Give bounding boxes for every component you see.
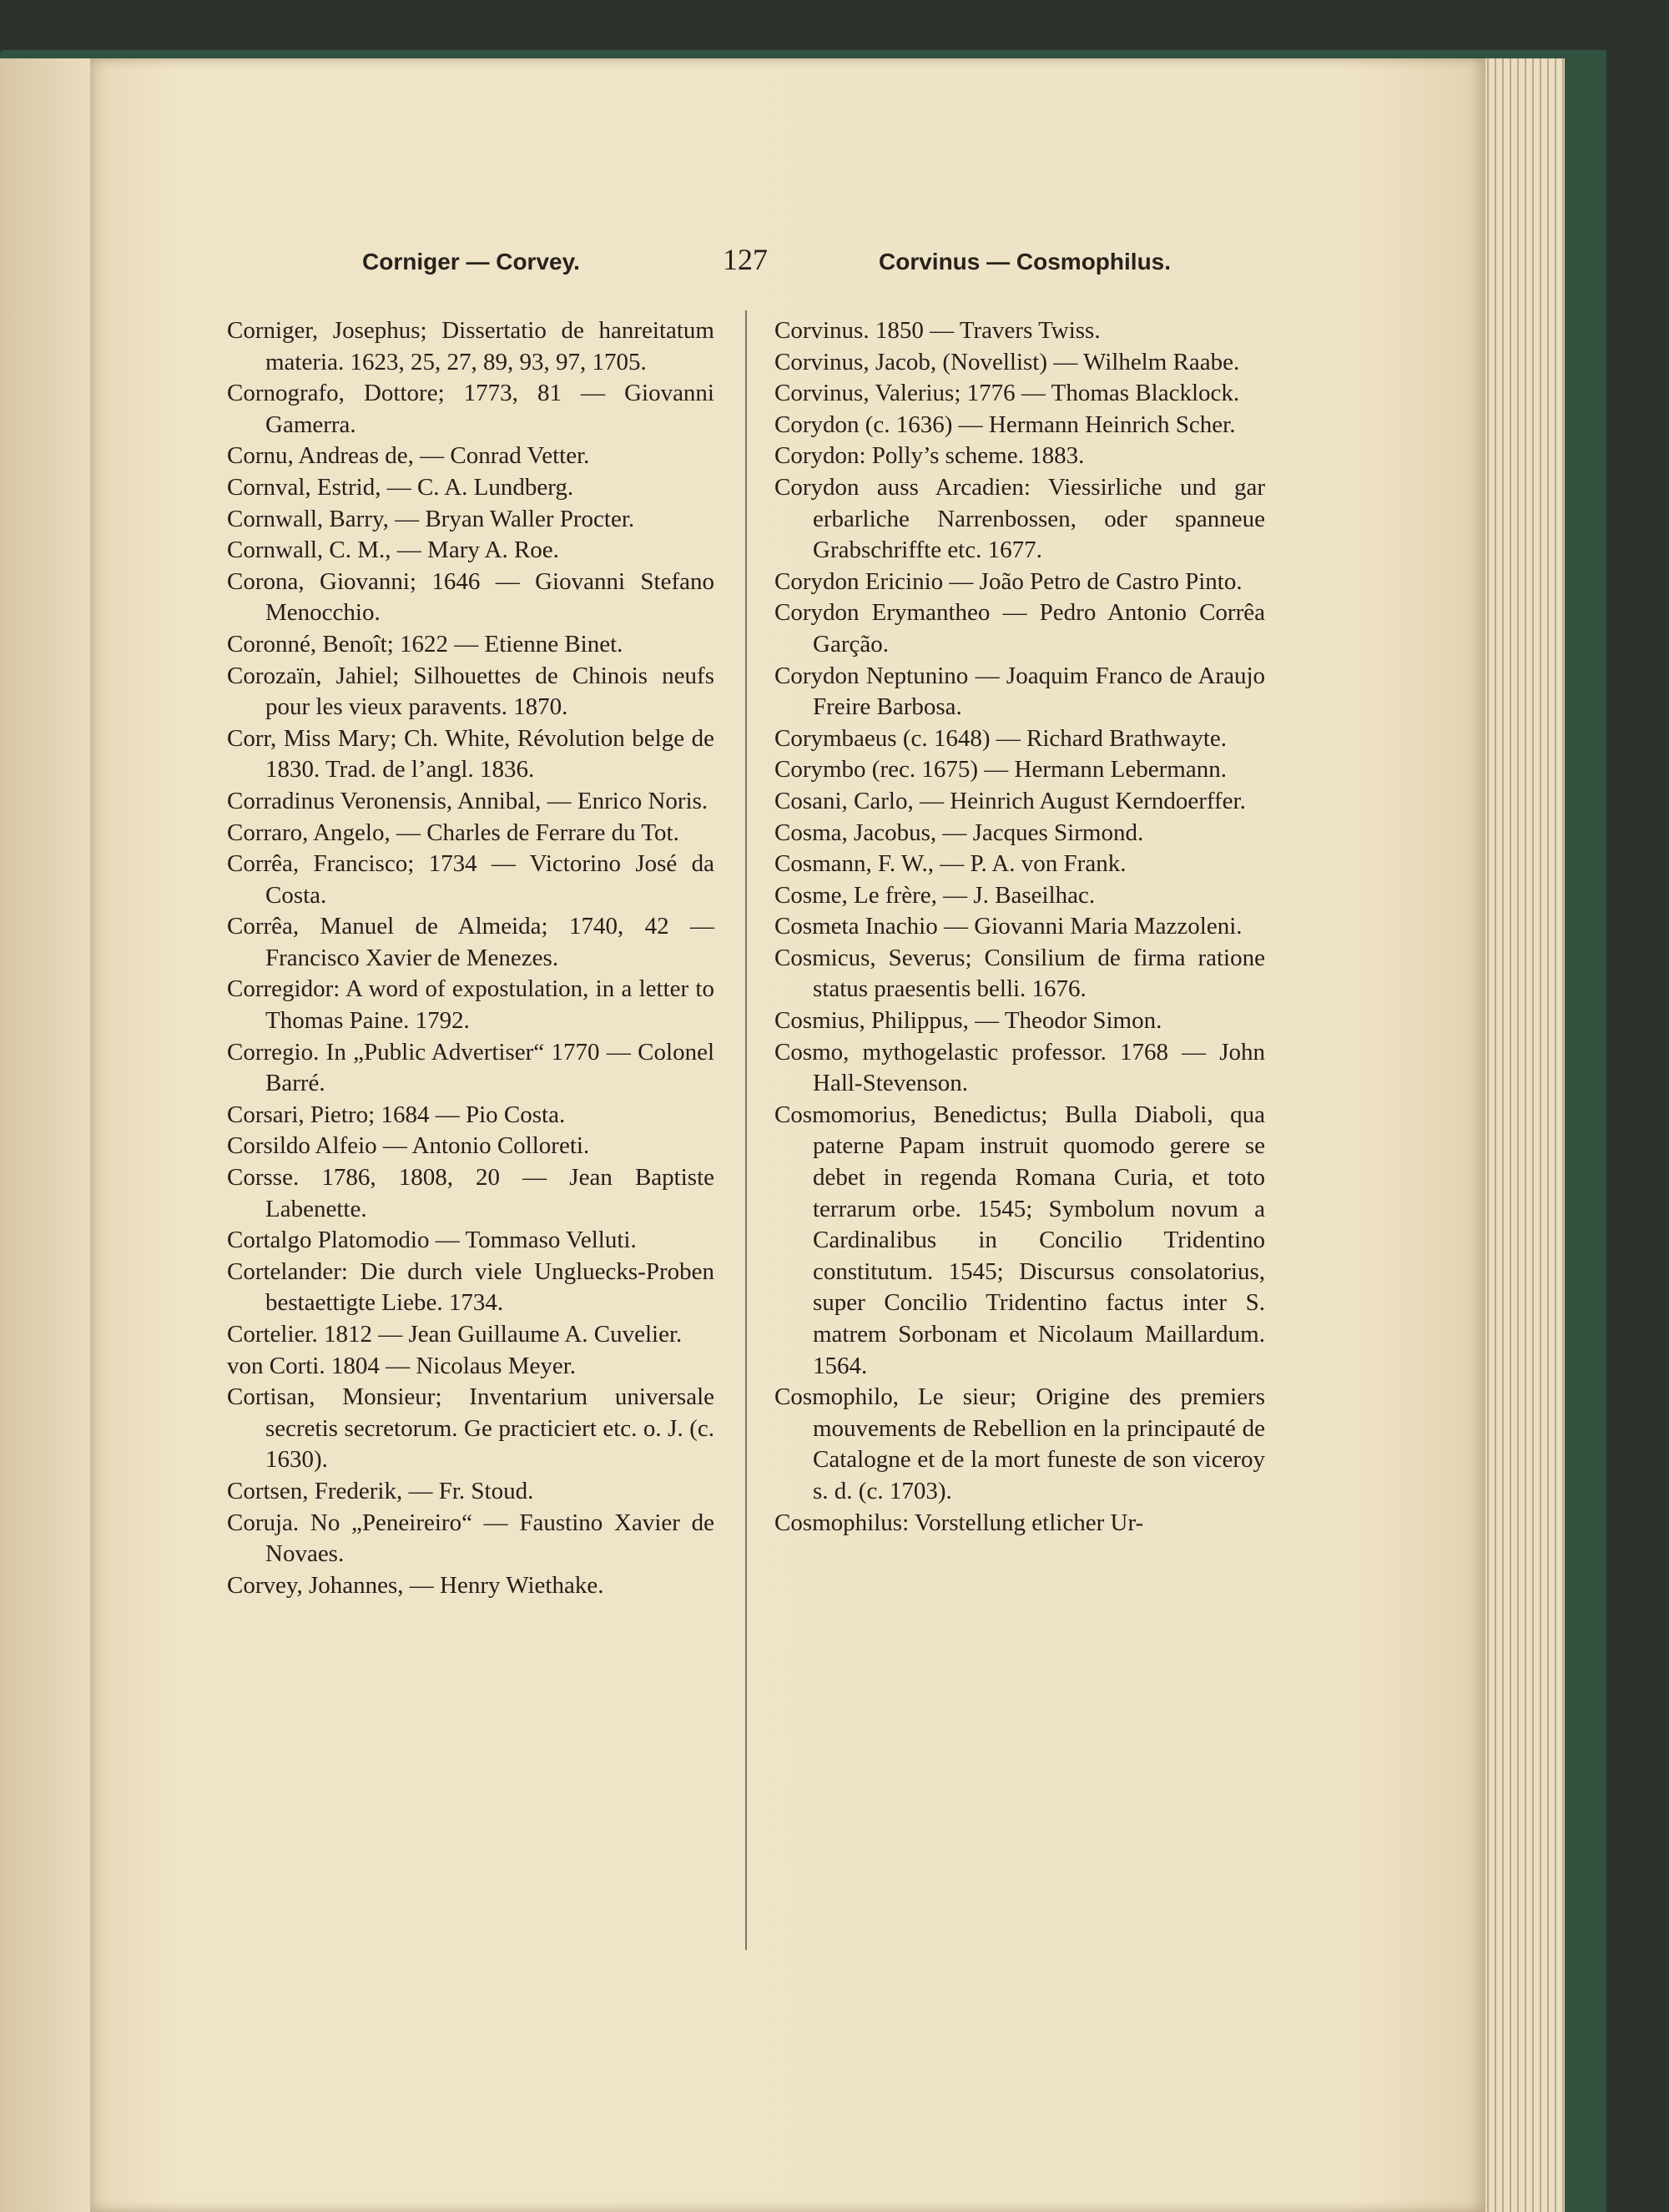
entry: Corniger, Josephus; Dissertatio de hanreitatum materia. 1623, 25, 27, 89, 93, 97, 1705. bbox=[227, 317, 714, 375]
entry: Corregio. In „Public Advertiser“ 1770 — Colonel Barré. bbox=[227, 1038, 714, 1097]
entry: Cosme, Le frère, — J. Baseilhac. bbox=[774, 881, 1096, 909]
entry: Corraro, Angelo, — Charles de Ferrare du Tot. bbox=[227, 819, 679, 846]
entry: Corydon Erymantheo — Pedro Antonio Corrêa Garção. bbox=[774, 599, 1265, 658]
entry: Corydon auss Arcadien: Viessirliche und gar erbarliche Narrenbossen, oder spanneue Grabschriffte etc. 1677. bbox=[774, 473, 1265, 564]
entry: Corvey, Johannes, — Henry Wiethake. bbox=[227, 1571, 604, 1599]
entry: Coruja. No „Peneireiro“ — Faustino Xavier de Novaes. bbox=[227, 1509, 714, 1568]
entry: Cortisan, Monsieur; Inventarium universale secretis secretorum. Ge practiciert etc. o. J. (c. 1630). bbox=[227, 1383, 714, 1474]
entry: Corvinus. 1850 — Travers Twiss. bbox=[774, 317, 1101, 344]
entry: Cortelier. 1812 — Jean Guillaume A. Cuvelier. bbox=[227, 1321, 683, 1348]
page-edges bbox=[1481, 58, 1565, 2212]
entry: Corradinus Veronensis, Annibal, — Enrico Noris. bbox=[227, 787, 708, 814]
entry: Corr, Miss Mary; Ch. White, Révolution belge de 1830. Trad. de l’angl. 1836. bbox=[227, 724, 714, 784]
entry: Cornografo, Dottore; 1773, 81 — Giovanni Gamerra. bbox=[227, 380, 714, 438]
entry: Corymbaeus (c. 1648) — Richard Brathwayte. bbox=[774, 724, 1227, 752]
entry: Cortalgo Platomodio — Tommaso Velluti. bbox=[227, 1227, 637, 1254]
entry: Cosmius, Philippus, — Theodor Simon. bbox=[774, 1007, 1162, 1035]
entry: Cortsen, Frederik, — Fr. Stoud. bbox=[227, 1477, 534, 1504]
entry: Corrêa, Francisco; 1734 — Victorino José da Costa. bbox=[227, 850, 714, 909]
entry: Cosmann, F. W., — P. A. von Frank. bbox=[774, 850, 1127, 878]
entry: Cosmeta Inachio — Giovanni Maria Mazzoleni. bbox=[774, 913, 1243, 940]
entry: Cornval, Estrid, — C. A. Lundberg. bbox=[227, 473, 574, 501]
entry: Corregidor: A word of expostulation, in a letter to Thomas Paine. 1792. bbox=[227, 975, 714, 1035]
column-divider bbox=[745, 310, 747, 1950]
entry: Corydon (c. 1636) — Hermann Heinrich Scher. bbox=[774, 411, 1236, 438]
right-column bbox=[774, 315, 1265, 1539]
running-head-right: Corvinus — Cosmophilus. bbox=[879, 249, 1172, 275]
entry: Corrêa, Manuel de Almeida; 1740, 42 — Francisco Xavier de Menezes. bbox=[227, 913, 714, 971]
entry: Corvinus, Valerius; 1776 — Thomas Blacklock. bbox=[774, 380, 1240, 407]
running-head-left: Corniger — Corvey. bbox=[362, 249, 580, 275]
entry: Corydon Ericinio — João Petro de Castro Pinto. bbox=[774, 567, 1243, 595]
entry: von Corti. 1804 — Nicolaus Meyer. bbox=[227, 1352, 577, 1379]
entry: Corydon Neptunino — Joaquim Franco de Araujo Freire Barbosa. bbox=[774, 662, 1265, 721]
entry: Cosmophilo, Le sieur; Origine des premiers mouvements de Rebellion en la principauté de Catalogne et de la mort funeste de son viceroy s. d. (c. 1703). bbox=[774, 1383, 1265, 1504]
entry: Corona, Giovanni; 1646 — Giovanni Stefano Menocchio. bbox=[227, 567, 714, 627]
entry: Cosmophilus: Vorstellung etlicher Ur- bbox=[774, 1509, 1144, 1536]
entry: Corsari, Pietro; 1684 — Pio Costa. bbox=[227, 1101, 566, 1128]
entry: Cosani, Carlo, — Heinrich August Kerndoerffer. bbox=[774, 787, 1246, 814]
left-page-edge bbox=[0, 58, 90, 2212]
entry: Cornwall, Barry, — Bryan Waller Procter. bbox=[227, 505, 635, 532]
entry: Corvinus, Jacob, (Novellist) — Wilhelm Raabe. bbox=[774, 348, 1240, 375]
entry: Corozaïn, Jahiel; Silhouettes de Chinois neufs pour les vieux paravents. 1870. bbox=[227, 662, 714, 721]
entry: Cornwall, C. M., — Mary A. Roe. bbox=[227, 537, 559, 564]
entry: Corydon: Polly’s scheme. 1883. bbox=[774, 442, 1085, 470]
entry: Corsse. 1786, 1808, 20 — Jean Baptiste Labenette. bbox=[227, 1164, 714, 1222]
left-column bbox=[227, 315, 714, 1601]
entry: Cosma, Jacobus, — Jacques Sirmond. bbox=[774, 819, 1144, 846]
page-number: 127 bbox=[723, 243, 768, 276]
entry: Corymbo (rec. 1675) — Hermann Lebermann. bbox=[774, 756, 1227, 784]
entry: Cosmicus, Severus; Consilium de firma ratione status praesentis belli. 1676. bbox=[774, 944, 1265, 1003]
entry: Corsildo Alfeio — Antonio Colloreti. bbox=[227, 1132, 590, 1160]
entry: Cortelander: Die durch viele Ungluecks-Proben bestaettigte Liebe. 1734. bbox=[227, 1257, 714, 1317]
entry: Cornu, Andreas de, — Conrad Vetter. bbox=[227, 442, 590, 470]
entry: Cosmomorius, Benedictus; Bulla Diaboli, qua paterne Papam instruit quomodo gerere se debet in regenda Romana Curia, et toto terrarum orbe. 1545; Symbolum novum a Cardinalibus in Concilio Tridentino constitutum. 1545; Discursus consolatorius, super Concilio Tridentino factus inter S. matrem Sorbonam et Nicolaum Maillardum. 1564. bbox=[774, 1101, 1265, 1379]
entry: Coronné, Benoît; 1622 — Etienne Binet. bbox=[227, 630, 623, 658]
entry: Cosmo, mythogelastic professor. 1768 — John Hall-Stevenson. bbox=[774, 1038, 1265, 1097]
